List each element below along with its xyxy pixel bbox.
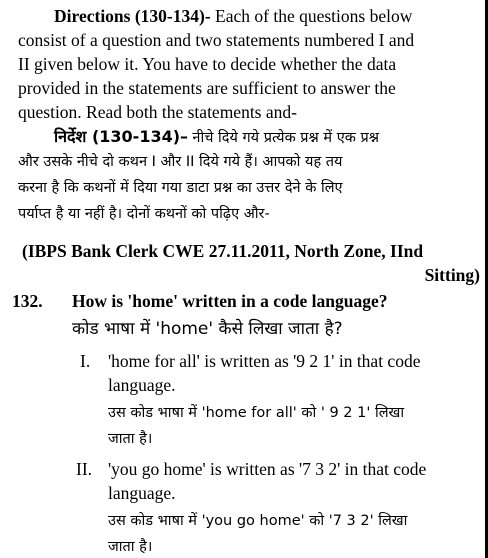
question-text-en: How is 'home' written in a code language? xyxy=(72,291,388,311)
statement-2-hi-line-1: उस कोड भाषा में 'you go home' को '7 3 2' लिखा xyxy=(108,513,408,529)
directions-line-4: provided in the statements are sufficient to answer the xyxy=(18,78,396,98)
hindi-directions-heading: निर्देश (130-134)– xyxy=(54,127,189,146)
statement-2-en-line-1: 'you go home' is written as '7 3 2' in that code xyxy=(108,459,427,479)
hindi-directions-line-1 xyxy=(54,125,379,149)
statement-1-numeral: I. xyxy=(80,351,91,371)
directions-line-1-text: Each of the questions below xyxy=(215,6,413,26)
statement-2-numeral: II. xyxy=(76,459,93,479)
statement-2-en-line-2: language. xyxy=(108,483,176,503)
statement-1-hi-line-2: जाता है। xyxy=(108,431,153,447)
source-citation-line-1: (IBPS Bank Clerk CWE 27.11.2011, North Zone, IInd xyxy=(22,241,424,261)
question-text-hi: कोड भाषा में 'home' कैसे लिखा जाता है? xyxy=(72,319,343,339)
directions-line-1 xyxy=(54,5,412,27)
directions-line-5: question. Read both the statements and- xyxy=(18,102,297,122)
statement-2-hi-line-2: जाता है। xyxy=(108,539,153,555)
question-number: 132. xyxy=(12,291,43,311)
directions-line-2: consist of a question and two statements numbered I and xyxy=(18,30,415,50)
statement-1-en-line-2: language. xyxy=(108,375,176,395)
statement-1-hi-line-1: उस कोड भाषा में 'home for all' को ' 9 2 1' लिखा xyxy=(108,405,405,421)
directions-line-3: II given below it. You have to decide whether the data xyxy=(18,54,397,74)
statement-1-en-line-1: 'home for all' is written as '9 2 1' in that code xyxy=(108,351,421,371)
source-citation-line-2: Sitting) xyxy=(424,265,480,285)
hindi-directions-line-3: करना है कि कथनों में दिया गया डाटा प्रश्न का उत्तर देने के लिए xyxy=(18,180,343,196)
hindi-directions-line-4: पर्याप्त है या नहीं है। दोनों कथनों को पढ़िए और- xyxy=(18,206,270,222)
hindi-directions-line-2: और उसके नीचे दो कथन I और II दिये गये हैं। आपको यह तय xyxy=(18,154,343,170)
directions-heading: Directions (130-134)- xyxy=(54,6,211,26)
hindi-directions-line-1-text: नीचे दिये गये प्रत्येक प्रश्न में एक प्रश्न xyxy=(192,130,379,146)
